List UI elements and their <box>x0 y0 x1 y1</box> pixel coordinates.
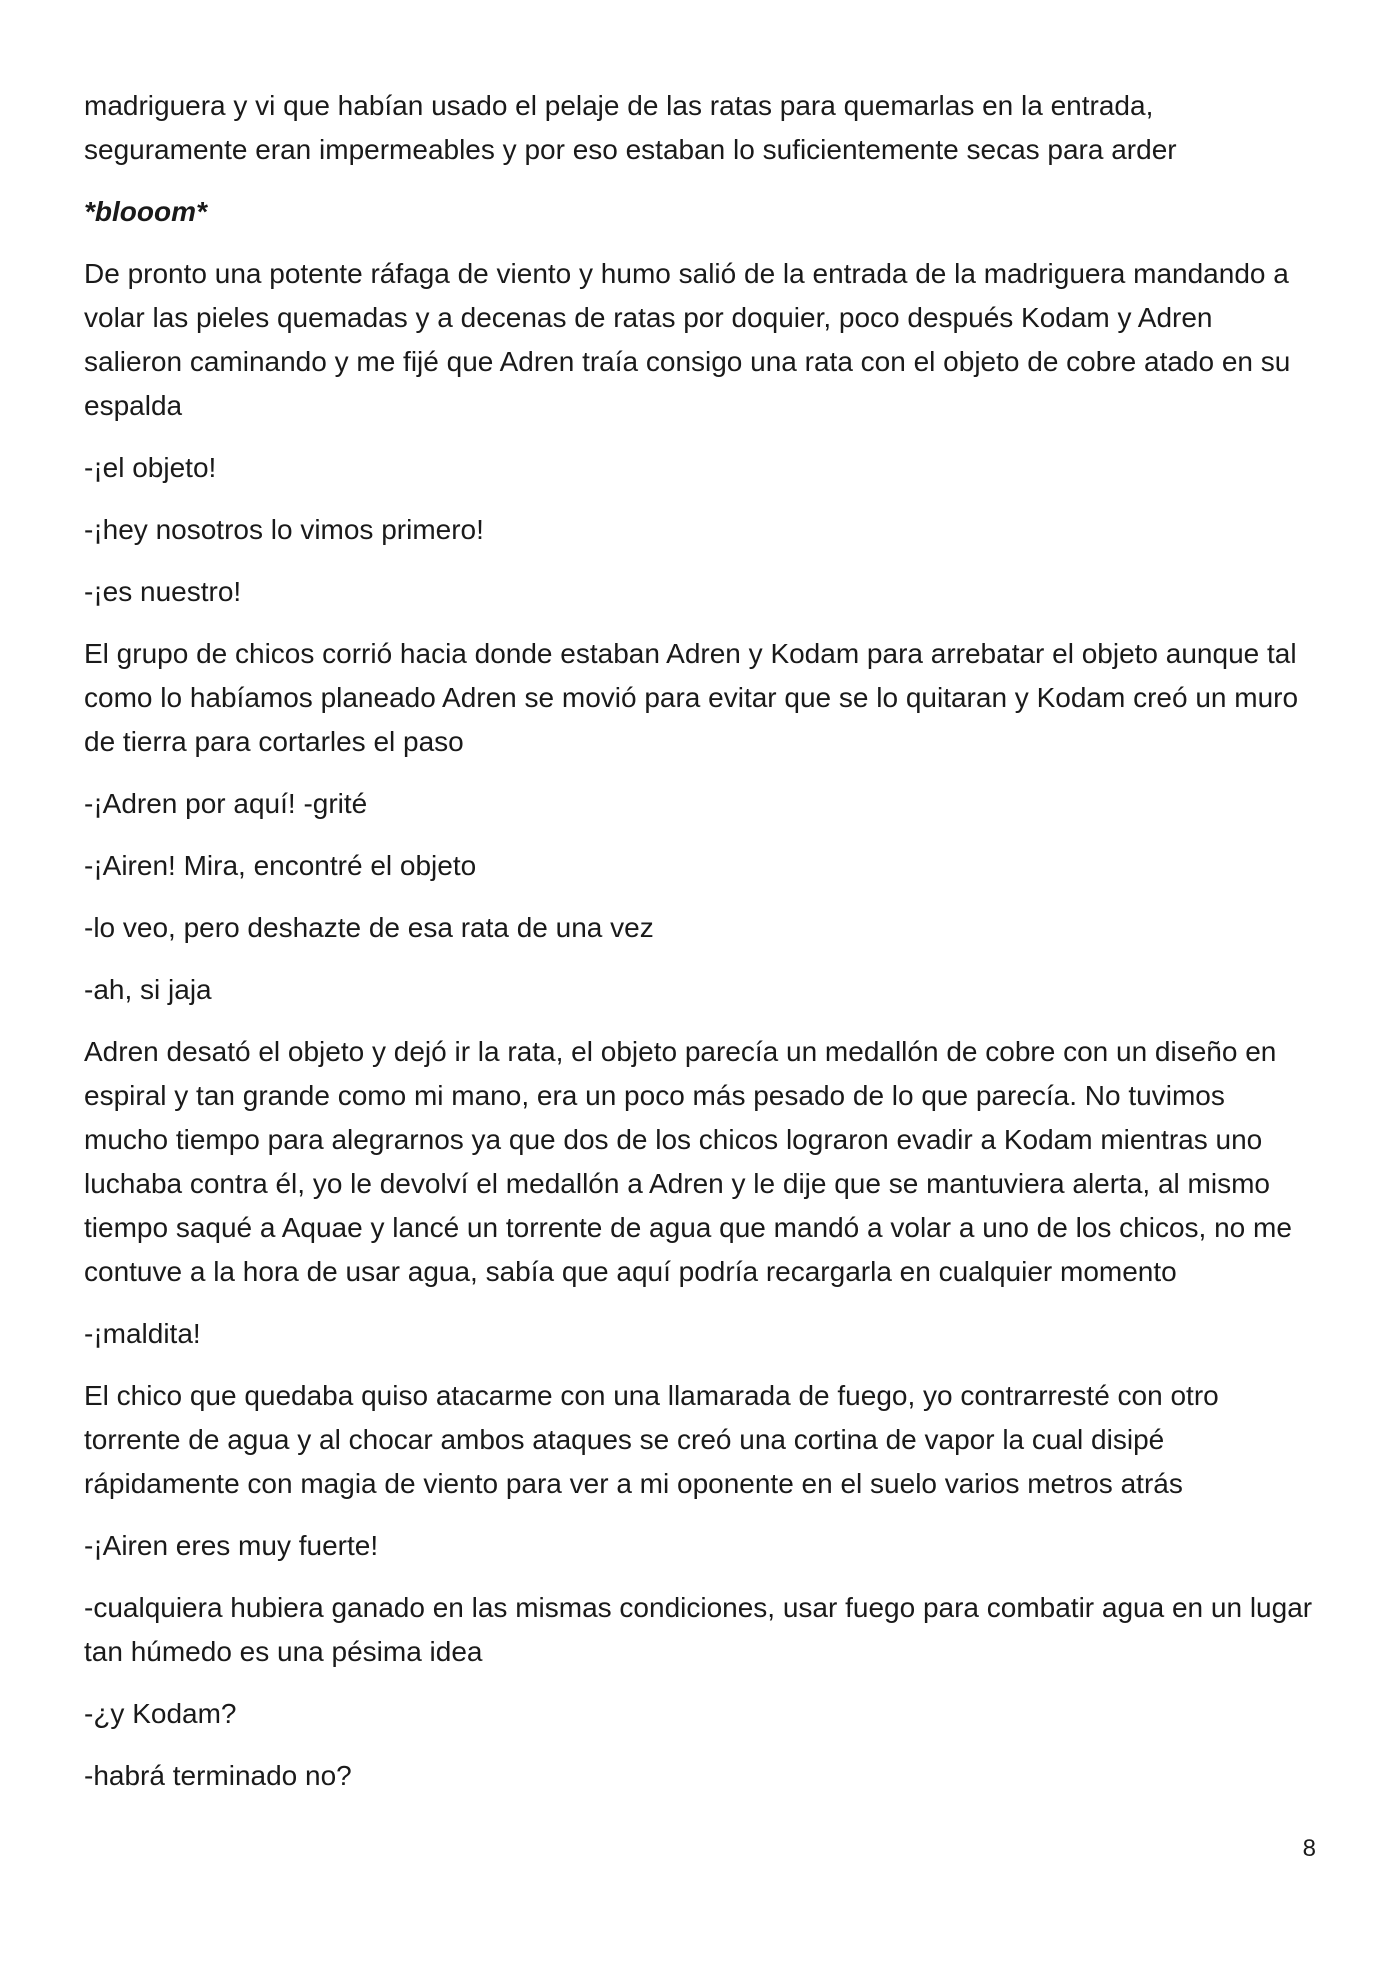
dialogue-line: -¡el objeto! <box>84 452 217 483</box>
page-number: 8 <box>1302 1835 1316 1862</box>
paragraph: De pronto una potente ráfaga de viento y humo salió de la entrada de la madriguera mandando a volar las pieles quemadas y a decenas de ratas por doquier, poco después Kodam y Adren salieron caminando y me fijé que Adren traía consigo una rata con el objeto de cobre atado en su espalda <box>84 258 1291 421</box>
paragraph: madriguera y vi que habían usado el pelaje de las ratas para quemarlas en la entrada, seguramente eran impermeables y por eso estaban lo suficientemente secas para arder <box>84 90 1177 165</box>
paragraph: El chico que quedaba quiso atacarme con una llamarada de fuego, yo contrarresté con otro torrente de agua y al chocar ambos ataques se creó una cortina de vapor la cual disipé rápidamente con magia de viento para ver a mi oponente en el suelo varios metros atrás <box>84 1380 1219 1499</box>
paragraph: Adren desató el objeto y dejó ir la rata, el objeto parecía un medallón de cobre con un diseño en espiral y tan grande como mi mano, era un poco más pesado de lo que parecía. No tuvimos mucho tiempo para alegrarnos ya que dos de los chicos lograron evadir a Kodam mientras uno luchaba contra él, yo le devolví el medallón a Adren y le dije que se mantuviera alerta, al mismo tiempo saqué a Aquae y lancé un torrente de agua que mandó a volar a uno de los chicos, no me contuve a la hora de usar agua, sabía que aquí podría recargarla en cualquier momento <box>84 1036 1292 1287</box>
dialogue-line: -¡hey nosotros lo vimos primero! <box>84 514 484 545</box>
dialogue-line: -¡Adren por aquí! -grité <box>84 788 368 819</box>
sound-effect-paragraph: *blooom* <box>84 196 207 227</box>
page-body <box>84 84 1316 1816</box>
dialogue-line: -¿y Kodam? <box>84 1698 237 1729</box>
dialogue-line: -¡Airen! Mira, encontré el objeto <box>84 850 477 881</box>
dialogue-line: -lo veo, pero deshazte de esa rata de una vez <box>84 912 654 943</box>
dialogue-line: -habrá terminado no? <box>84 1760 352 1791</box>
dialogue-line: -cualquiera hubiera ganado en las mismas condiciones, usar fuego para combatir agua en un lugar tan húmedo es una pésima idea <box>84 1592 1313 1667</box>
dialogue-line: -¡maldita! <box>84 1318 201 1349</box>
dialogue-line: -¡Airen eres muy fuerte! <box>84 1530 379 1561</box>
paragraph: El grupo de chicos corrió hacia donde estaban Adren y Kodam para arrebatar el objeto aunque tal como lo habíamos planeado Adren se movió para evitar que se lo quitaran y Kodam creó un muro de tierra para cortarles el paso <box>84 638 1299 757</box>
dialogue-line: -ah, si jaja <box>84 974 212 1005</box>
dialogue-line: -¡es nuestro! <box>84 576 242 607</box>
